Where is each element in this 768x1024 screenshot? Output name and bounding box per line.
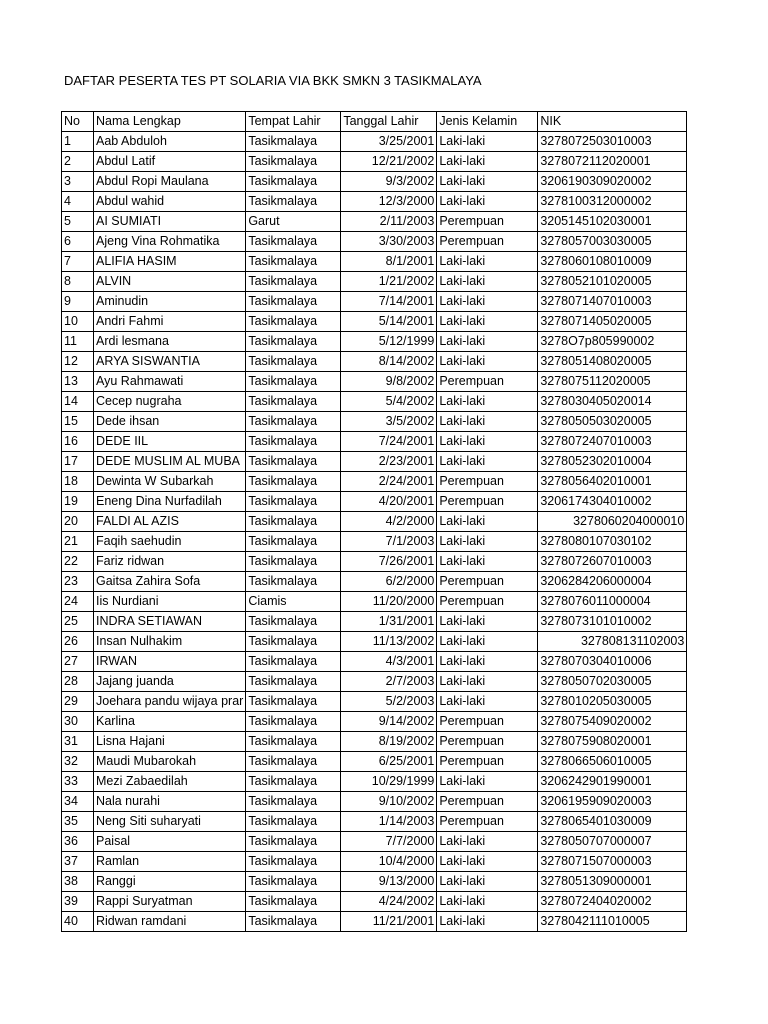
cell-tempat-lahir: Tasikmalaya xyxy=(246,252,341,272)
cell-nik: 3206190309020002 xyxy=(538,172,687,192)
cell-tanggal-lahir: 5/2/2003 xyxy=(341,692,437,712)
cell-nik: 3278066506010005 xyxy=(538,752,687,772)
cell-nik: 3206174304010002 xyxy=(538,492,687,512)
cell-no: 33 xyxy=(62,772,94,792)
cell-nik: 3278065401030009 xyxy=(538,812,687,832)
cell-no: 31 xyxy=(62,732,94,752)
cell-no: 22 xyxy=(62,552,94,572)
cell-tempat-lahir: Tasikmalaya xyxy=(246,272,341,292)
header-jenis-kelamin: Jenis Kelamin xyxy=(437,112,538,132)
table-row xyxy=(62,392,687,412)
cell-jenis-kelamin: Laki-laki xyxy=(437,632,538,652)
cell-nik: 3278080107030102 xyxy=(538,532,687,552)
cell-nama-lengkap: Eneng Dina Nurfadilah xyxy=(94,492,246,512)
cell-jenis-kelamin: Laki-laki xyxy=(437,852,538,872)
cell-tempat-lahir: Tasikmalaya xyxy=(246,612,341,632)
cell-no: 8 xyxy=(62,272,94,292)
table-row xyxy=(62,152,687,172)
cell-nama-lengkap: Ayu Rahmawati xyxy=(94,372,246,392)
cell-tempat-lahir: Tasikmalaya xyxy=(246,232,341,252)
cell-jenis-kelamin: Laki-laki xyxy=(437,312,538,332)
cell-nama-lengkap: ARYA SISWANTIA xyxy=(94,352,246,372)
cell-nik: 3278070304010006 xyxy=(538,652,687,672)
cell-nik: 3278072404020002 xyxy=(538,892,687,912)
cell-no: 21 xyxy=(62,532,94,552)
cell-tempat-lahir: Tasikmalaya xyxy=(246,812,341,832)
cell-tanggal-lahir: 9/8/2002 xyxy=(341,372,437,392)
cell-tanggal-lahir: 7/1/2003 xyxy=(341,532,437,552)
cell-tempat-lahir: Tasikmalaya xyxy=(246,332,341,352)
table-header-row xyxy=(62,112,687,132)
cell-nik: 3278072607010003 xyxy=(538,552,687,572)
cell-tanggal-lahir: 3/5/2002 xyxy=(341,412,437,432)
cell-no: 34 xyxy=(62,792,94,812)
cell-tempat-lahir: Tasikmalaya xyxy=(246,532,341,552)
cell-nik: 3278071407010003 xyxy=(538,292,687,312)
cell-jenis-kelamin: Perempuan xyxy=(437,572,538,592)
cell-nama-lengkap: DEDE IIL xyxy=(94,432,246,452)
cell-jenis-kelamin: Perempuan xyxy=(437,212,538,232)
table-row xyxy=(62,272,687,292)
cell-no: 40 xyxy=(62,912,94,932)
cell-nama-lengkap: Ardi lesmana xyxy=(94,332,246,352)
cell-tanggal-lahir: 3/25/2001 xyxy=(341,132,437,152)
cell-jenis-kelamin: Perempuan xyxy=(437,492,538,512)
cell-tanggal-lahir: 8/14/2002 xyxy=(341,352,437,372)
cell-tempat-lahir: Tasikmalaya xyxy=(246,192,341,212)
cell-nama-lengkap: Nala nurahi xyxy=(94,792,246,812)
cell-tempat-lahir: Tasikmalaya xyxy=(246,772,341,792)
cell-tanggal-lahir: 5/4/2002 xyxy=(341,392,437,412)
cell-jenis-kelamin: Laki-laki xyxy=(437,912,538,932)
cell-no: 30 xyxy=(62,712,94,732)
cell-tanggal-lahir: 7/26/2001 xyxy=(341,552,437,572)
cell-tempat-lahir: Tasikmalaya xyxy=(246,152,341,172)
cell-no: 15 xyxy=(62,412,94,432)
cell-tempat-lahir: Tasikmalaya xyxy=(246,412,341,432)
cell-nama-lengkap: Andri Fahmi xyxy=(94,312,246,332)
cell-nik: 3205145102030001 xyxy=(538,212,687,232)
table-row xyxy=(62,612,687,632)
cell-jenis-kelamin: Laki-laki xyxy=(437,132,538,152)
cell-nik: 3278060204000010 xyxy=(538,512,687,532)
cell-nik: 3278075908020001 xyxy=(538,732,687,752)
table-row xyxy=(62,512,687,532)
cell-nama-lengkap: Jajang juanda xyxy=(94,672,246,692)
table-row xyxy=(62,472,687,492)
cell-jenis-kelamin: Laki-laki xyxy=(437,392,538,412)
cell-tempat-lahir: Tasikmalaya xyxy=(246,392,341,412)
cell-nik: 3278072503010003 xyxy=(538,132,687,152)
cell-tanggal-lahir: 6/2/2000 xyxy=(341,572,437,592)
header-tempat-lahir: Tempat Lahir xyxy=(246,112,341,132)
table-row xyxy=(62,892,687,912)
cell-nama-lengkap: Abdul Ropi Maulana xyxy=(94,172,246,192)
cell-tempat-lahir: Tasikmalaya xyxy=(246,672,341,692)
cell-nik: 3278057003030005 xyxy=(538,232,687,252)
cell-no: 29 xyxy=(62,692,94,712)
table-row xyxy=(62,912,687,932)
cell-nama-lengkap: Ranggi xyxy=(94,872,246,892)
cell-nama-lengkap: Ramlan xyxy=(94,852,246,872)
cell-tempat-lahir: Tasikmalaya xyxy=(246,132,341,152)
cell-tanggal-lahir: 12/21/2002 xyxy=(341,152,437,172)
cell-jenis-kelamin: Laki-laki xyxy=(437,292,538,312)
table-row xyxy=(62,232,687,252)
cell-nik: 3278O7p805990002 xyxy=(538,332,687,352)
cell-nik: 3206195909020003 xyxy=(538,792,687,812)
cell-nama-lengkap: Abdul wahid xyxy=(94,192,246,212)
cell-tanggal-lahir: 8/19/2002 xyxy=(341,732,437,752)
cell-tanggal-lahir: 2/23/2001 xyxy=(341,452,437,472)
cell-jenis-kelamin: Perempuan xyxy=(437,232,538,252)
cell-tempat-lahir: Tasikmalaya xyxy=(246,452,341,472)
cell-no: 6 xyxy=(62,232,94,252)
cell-nama-lengkap: ALVIN xyxy=(94,272,246,292)
cell-tanggal-lahir: 4/2/2000 xyxy=(341,512,437,532)
cell-tempat-lahir: Tasikmalaya xyxy=(246,792,341,812)
cell-jenis-kelamin: Laki-laki xyxy=(437,872,538,892)
cell-nama-lengkap: Lisna Hajani xyxy=(94,732,246,752)
cell-tanggal-lahir: 10/29/1999 xyxy=(341,772,437,792)
table-row xyxy=(62,192,687,212)
cell-nik: 3278076011000004 xyxy=(538,592,687,612)
cell-tanggal-lahir: 10/4/2000 xyxy=(341,852,437,872)
cell-jenis-kelamin: Laki-laki xyxy=(437,192,538,212)
cell-tempat-lahir: Tasikmalaya xyxy=(246,692,341,712)
cell-nama-lengkap: Ridwan ramdani xyxy=(94,912,246,932)
header-nik: NIK xyxy=(538,112,687,132)
table-row xyxy=(62,452,687,472)
table-row xyxy=(62,372,687,392)
table-row xyxy=(62,172,687,192)
cell-nik: 3278050707000007 xyxy=(538,832,687,852)
table-row xyxy=(62,852,687,872)
cell-tanggal-lahir: 7/14/2001 xyxy=(341,292,437,312)
cell-tanggal-lahir: 9/14/2002 xyxy=(341,712,437,732)
cell-no: 35 xyxy=(62,812,94,832)
cell-tanggal-lahir: 6/25/2001 xyxy=(341,752,437,772)
cell-no: 17 xyxy=(62,452,94,472)
cell-tanggal-lahir: 3/30/2003 xyxy=(341,232,437,252)
cell-nama-lengkap: FALDI AL AZIS xyxy=(94,512,246,532)
cell-nama-lengkap: DEDE MUSLIM AL MUBA xyxy=(94,452,246,472)
table-row xyxy=(62,132,687,152)
cell-jenis-kelamin: Laki-laki xyxy=(437,692,538,712)
header-no: No xyxy=(62,112,94,132)
cell-jenis-kelamin: Perempuan xyxy=(437,812,538,832)
cell-nik: 3278075409020002 xyxy=(538,712,687,732)
cell-no: 13 xyxy=(62,372,94,392)
cell-tanggal-lahir: 9/10/2002 xyxy=(341,792,437,812)
table-row xyxy=(62,252,687,272)
cell-no: 12 xyxy=(62,352,94,372)
cell-nama-lengkap: Mezi Zabaedilah xyxy=(94,772,246,792)
cell-tanggal-lahir: 1/14/2003 xyxy=(341,812,437,832)
cell-jenis-kelamin: Laki-laki xyxy=(437,272,538,292)
cell-nik: 3278051309000001 xyxy=(538,872,687,892)
cell-tempat-lahir: Garut xyxy=(246,212,341,232)
table-row xyxy=(62,652,687,672)
cell-jenis-kelamin: Perempuan xyxy=(437,372,538,392)
table-row xyxy=(62,292,687,312)
cell-jenis-kelamin: Laki-laki xyxy=(437,552,538,572)
cell-no: 11 xyxy=(62,332,94,352)
cell-tanggal-lahir: 8/1/2001 xyxy=(341,252,437,272)
cell-tanggal-lahir: 7/7/2000 xyxy=(341,832,437,852)
table-row xyxy=(62,492,687,512)
cell-no: 20 xyxy=(62,512,94,532)
cell-tempat-lahir: Tasikmalaya xyxy=(246,292,341,312)
cell-tempat-lahir: Tasikmalaya xyxy=(246,732,341,752)
cell-tempat-lahir: Tasikmalaya xyxy=(246,552,341,572)
cell-tempat-lahir: Tasikmalaya xyxy=(246,872,341,892)
cell-tempat-lahir: Tasikmalaya xyxy=(246,432,341,452)
cell-nik: 3278052101020005 xyxy=(538,272,687,292)
cell-jenis-kelamin: Perempuan xyxy=(437,592,538,612)
table-row xyxy=(62,412,687,432)
table-row xyxy=(62,332,687,352)
cell-tempat-lahir: Tasikmalaya xyxy=(246,492,341,512)
cell-nik: 327808131102003 xyxy=(538,632,687,652)
cell-jenis-kelamin: Laki-laki xyxy=(437,532,538,552)
cell-no: 39 xyxy=(62,892,94,912)
cell-no: 25 xyxy=(62,612,94,632)
cell-no: 1 xyxy=(62,132,94,152)
cell-jenis-kelamin: Laki-laki xyxy=(437,892,538,912)
cell-nik: 3278075112020005 xyxy=(538,372,687,392)
cell-nama-lengkap: Iis Nurdiani xyxy=(94,592,246,612)
cell-jenis-kelamin: Laki-laki xyxy=(437,152,538,172)
cell-tempat-lahir: Tasikmalaya xyxy=(246,572,341,592)
cell-nik: 3278060108010009 xyxy=(538,252,687,272)
cell-no: 24 xyxy=(62,592,94,612)
cell-tanggal-lahir: 11/13/2002 xyxy=(341,632,437,652)
cell-tempat-lahir: Tasikmalaya xyxy=(246,352,341,372)
cell-nama-lengkap: Rappi Suryatman xyxy=(94,892,246,912)
cell-tanggal-lahir: 11/20/2000 xyxy=(341,592,437,612)
cell-nik: 3278071405020005 xyxy=(538,312,687,332)
cell-nama-lengkap: Neng Siti suharyati xyxy=(94,812,246,832)
cell-tempat-lahir: Tasikmalaya xyxy=(246,172,341,192)
table-row xyxy=(62,872,687,892)
cell-no: 28 xyxy=(62,672,94,692)
header-nama-lengkap: Nama Lengkap xyxy=(94,112,246,132)
cell-jenis-kelamin: Perempuan xyxy=(437,712,538,732)
cell-nama-lengkap: Aminudin xyxy=(94,292,246,312)
cell-tanggal-lahir: 2/24/2001 xyxy=(341,472,437,492)
cell-tanggal-lahir: 4/20/2001 xyxy=(341,492,437,512)
table-row xyxy=(62,772,687,792)
cell-no: 23 xyxy=(62,572,94,592)
cell-nama-lengkap: Joehara pandu wijaya prar xyxy=(94,692,246,712)
cell-jenis-kelamin: Laki-laki xyxy=(437,452,538,472)
table-row xyxy=(62,792,687,812)
cell-tanggal-lahir: 9/13/2000 xyxy=(341,872,437,892)
cell-no: 36 xyxy=(62,832,94,852)
cell-tempat-lahir: Tasikmalaya xyxy=(246,892,341,912)
cell-nik: 3278010205030005 xyxy=(538,692,687,712)
cell-nama-lengkap: Faqih saehudin xyxy=(94,532,246,552)
cell-jenis-kelamin: Laki-laki xyxy=(437,652,538,672)
cell-nama-lengkap: Aab Abduloh xyxy=(94,132,246,152)
cell-tanggal-lahir: 2/7/2003 xyxy=(341,672,437,692)
cell-nik: 3278042111010005 xyxy=(538,912,687,932)
participant-table xyxy=(61,111,687,932)
cell-nik: 3206242901990001 xyxy=(538,772,687,792)
cell-tempat-lahir: Tasikmalaya xyxy=(246,852,341,872)
table-row xyxy=(62,532,687,552)
cell-no: 2 xyxy=(62,152,94,172)
table-row xyxy=(62,572,687,592)
table-row xyxy=(62,432,687,452)
cell-nama-lengkap: ALIFIA HASIM xyxy=(94,252,246,272)
cell-jenis-kelamin: Laki-laki xyxy=(437,252,538,272)
cell-jenis-kelamin: Laki-laki xyxy=(437,612,538,632)
table-row xyxy=(62,752,687,772)
cell-nama-lengkap: Abdul Latif xyxy=(94,152,246,172)
cell-no: 14 xyxy=(62,392,94,412)
cell-tanggal-lahir: 4/24/2002 xyxy=(341,892,437,912)
cell-nama-lengkap: Ajeng Vina Rohmatika xyxy=(94,232,246,252)
cell-nik: 3278071507000003 xyxy=(538,852,687,872)
cell-tanggal-lahir: 2/11/2003 xyxy=(341,212,437,232)
cell-tempat-lahir: Tasikmalaya xyxy=(246,752,341,772)
cell-nik: 3278050503020005 xyxy=(538,412,687,432)
cell-nama-lengkap: INDRA SETIAWAN xyxy=(94,612,246,632)
cell-nama-lengkap: Dewinta W Subarkah xyxy=(94,472,246,492)
cell-jenis-kelamin: Laki-laki xyxy=(437,672,538,692)
cell-tempat-lahir: Tasikmalaya xyxy=(246,312,341,332)
cell-jenis-kelamin: Laki-laki xyxy=(437,172,538,192)
cell-nama-lengkap: Gaitsa Zahira Sofa xyxy=(94,572,246,592)
cell-no: 3 xyxy=(62,172,94,192)
cell-jenis-kelamin: Laki-laki xyxy=(437,772,538,792)
cell-no: 38 xyxy=(62,872,94,892)
cell-jenis-kelamin: Perempuan xyxy=(437,752,538,772)
cell-tanggal-lahir: 7/24/2001 xyxy=(341,432,437,452)
document-title: DAFTAR PESERTA TES PT SOLARIA VIA BKK SMKN 3 TASIKMALAYA xyxy=(64,73,482,88)
table-row xyxy=(62,672,687,692)
cell-no: 4 xyxy=(62,192,94,212)
cell-tempat-lahir: Ciamis xyxy=(246,592,341,612)
cell-jenis-kelamin: Laki-laki xyxy=(437,432,538,452)
cell-tanggal-lahir: 5/14/2001 xyxy=(341,312,437,332)
table-row xyxy=(62,552,687,572)
table-row xyxy=(62,212,687,232)
cell-tanggal-lahir: 4/3/2001 xyxy=(341,652,437,672)
cell-tempat-lahir: Tasikmalaya xyxy=(246,632,341,652)
table-row xyxy=(62,592,687,612)
table-row xyxy=(62,732,687,752)
cell-jenis-kelamin: Laki-laki xyxy=(437,512,538,532)
cell-tanggal-lahir: 11/21/2001 xyxy=(341,912,437,932)
cell-nik: 3278050702030005 xyxy=(538,672,687,692)
cell-tanggal-lahir: 1/31/2001 xyxy=(341,612,437,632)
cell-tanggal-lahir: 5/12/1999 xyxy=(341,332,437,352)
cell-nama-lengkap: Fariz ridwan xyxy=(94,552,246,572)
cell-no: 32 xyxy=(62,752,94,772)
cell-nama-lengkap: Dede ihsan xyxy=(94,412,246,432)
cell-nama-lengkap: Karlina xyxy=(94,712,246,732)
cell-tempat-lahir: Tasikmalaya xyxy=(246,652,341,672)
cell-jenis-kelamin: Laki-laki xyxy=(437,832,538,852)
header-tanggal-lahir: Tanggal Lahir xyxy=(341,112,437,132)
cell-nik: 3278051408020005 xyxy=(538,352,687,372)
cell-no: 26 xyxy=(62,632,94,652)
table-row xyxy=(62,692,687,712)
cell-no: 5 xyxy=(62,212,94,232)
cell-tempat-lahir: Tasikmalaya xyxy=(246,472,341,492)
cell-nama-lengkap: IRWAN xyxy=(94,652,246,672)
cell-tempat-lahir: Tasikmalaya xyxy=(246,832,341,852)
cell-nik: 3278056402010001 xyxy=(538,472,687,492)
table-row xyxy=(62,712,687,732)
cell-nama-lengkap: Paisal xyxy=(94,832,246,852)
cell-nik: 3278052302010004 xyxy=(538,452,687,472)
cell-nama-lengkap: Insan Nulhakim xyxy=(94,632,246,652)
table-row xyxy=(62,352,687,372)
cell-tanggal-lahir: 9/3/2002 xyxy=(341,172,437,192)
cell-tanggal-lahir: 12/3/2000 xyxy=(341,192,437,212)
cell-tempat-lahir: Tasikmalaya xyxy=(246,712,341,732)
cell-nik: 3278100312000002 xyxy=(538,192,687,212)
table-row xyxy=(62,812,687,832)
cell-jenis-kelamin: Perempuan xyxy=(437,732,538,752)
cell-jenis-kelamin: Laki-laki xyxy=(437,352,538,372)
cell-no: 37 xyxy=(62,852,94,872)
cell-nik: 3278072112020001 xyxy=(538,152,687,172)
cell-no: 7 xyxy=(62,252,94,272)
cell-jenis-kelamin: Perempuan xyxy=(437,792,538,812)
cell-no: 19 xyxy=(62,492,94,512)
cell-nama-lengkap: Cecep nugraha xyxy=(94,392,246,412)
cell-nama-lengkap: AI SUMIATI xyxy=(94,212,246,232)
cell-no: 9 xyxy=(62,292,94,312)
cell-tanggal-lahir: 1/21/2002 xyxy=(341,272,437,292)
cell-no: 10 xyxy=(62,312,94,332)
table-row xyxy=(62,632,687,652)
cell-no: 16 xyxy=(62,432,94,452)
cell-no: 18 xyxy=(62,472,94,492)
cell-jenis-kelamin: Perempuan xyxy=(437,472,538,492)
cell-nik: 3278030405020014 xyxy=(538,392,687,412)
cell-jenis-kelamin: Laki-laki xyxy=(437,412,538,432)
cell-tempat-lahir: Tasikmalaya xyxy=(246,912,341,932)
cell-nik: 3206284206000004 xyxy=(538,572,687,592)
cell-nik: 3278073101010002 xyxy=(538,612,687,632)
table-row xyxy=(62,832,687,852)
cell-nama-lengkap: Maudi Mubarokah xyxy=(94,752,246,772)
cell-no: 27 xyxy=(62,652,94,672)
cell-tempat-lahir: Tasikmalaya xyxy=(246,372,341,392)
cell-nik: 3278072407010003 xyxy=(538,432,687,452)
cell-jenis-kelamin: Laki-laki xyxy=(437,332,538,352)
cell-tempat-lahir: Tasikmalaya xyxy=(246,512,341,532)
table-row xyxy=(62,312,687,332)
